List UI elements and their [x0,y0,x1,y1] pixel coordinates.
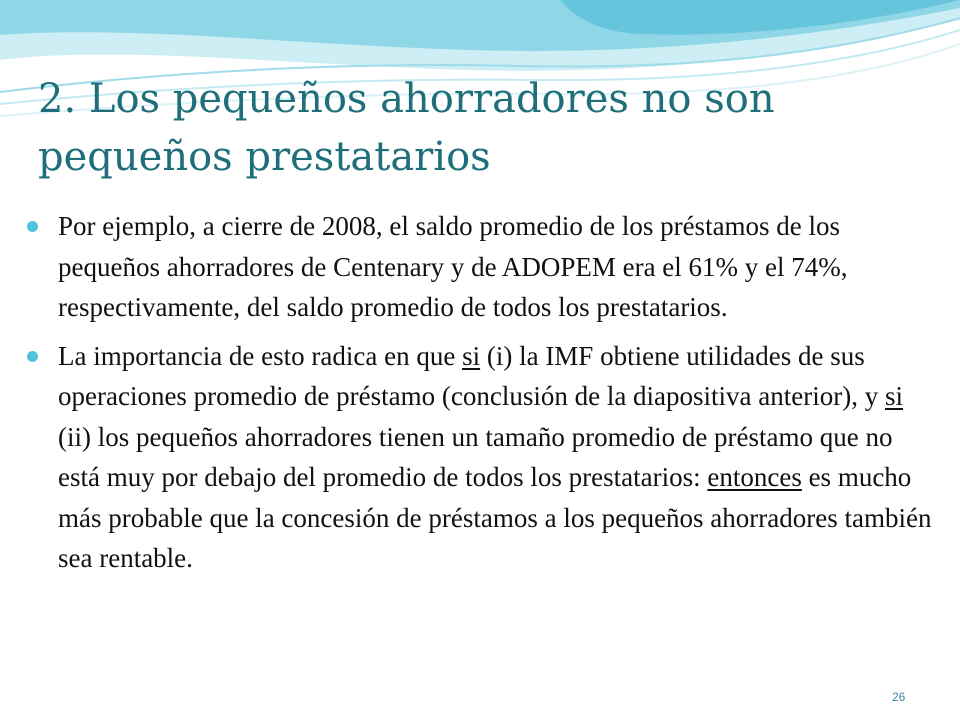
bullet-text-segment: (i) la IMF obtiene utilidades de sus operaciones promedio de préstamo (conclusión de la diapositiva anterior), y [58,340,885,411]
underlined-word-si: si [462,340,481,371]
bullet-marker-icon [27,221,38,232]
slide-title [38,70,938,186]
slide-title-line-1: 2. Los pequeños ahorradores no son [38,76,775,122]
slide-title-line-2: pequeños prestatarios [38,134,491,180]
bullet-item-example [26,206,936,328]
bullet-text-segment: es mucho más probable que la concesión de préstamos a los pequeños ahorradores también sea rentable. [58,462,932,573]
bullet-text-segment: (ii) los pequeños ahorradores tienen un tamaño promedio de préstamo que no está muy por debajo del promedio de todos los prestatarios: [58,421,893,492]
bullet-text-segment: La importancia de esto radica en que [58,340,463,371]
page-number: 26 [892,690,906,704]
underlined-word-entonces: entonces [707,462,802,492]
bullet-item-importance [26,336,936,579]
underlined-word-si: si [884,381,903,411]
bullet-list [26,206,936,579]
bullet-text: Por ejemplo, a cierre de 2008, el saldo promedio de los préstamos de los pequeños ahorradores de Centenary y de ADOPEM era el 61% y el 74%, respectivamente, del saldo promedio de todos los prestatarios. [58,211,848,322]
bullet-marker-icon [27,351,38,362]
